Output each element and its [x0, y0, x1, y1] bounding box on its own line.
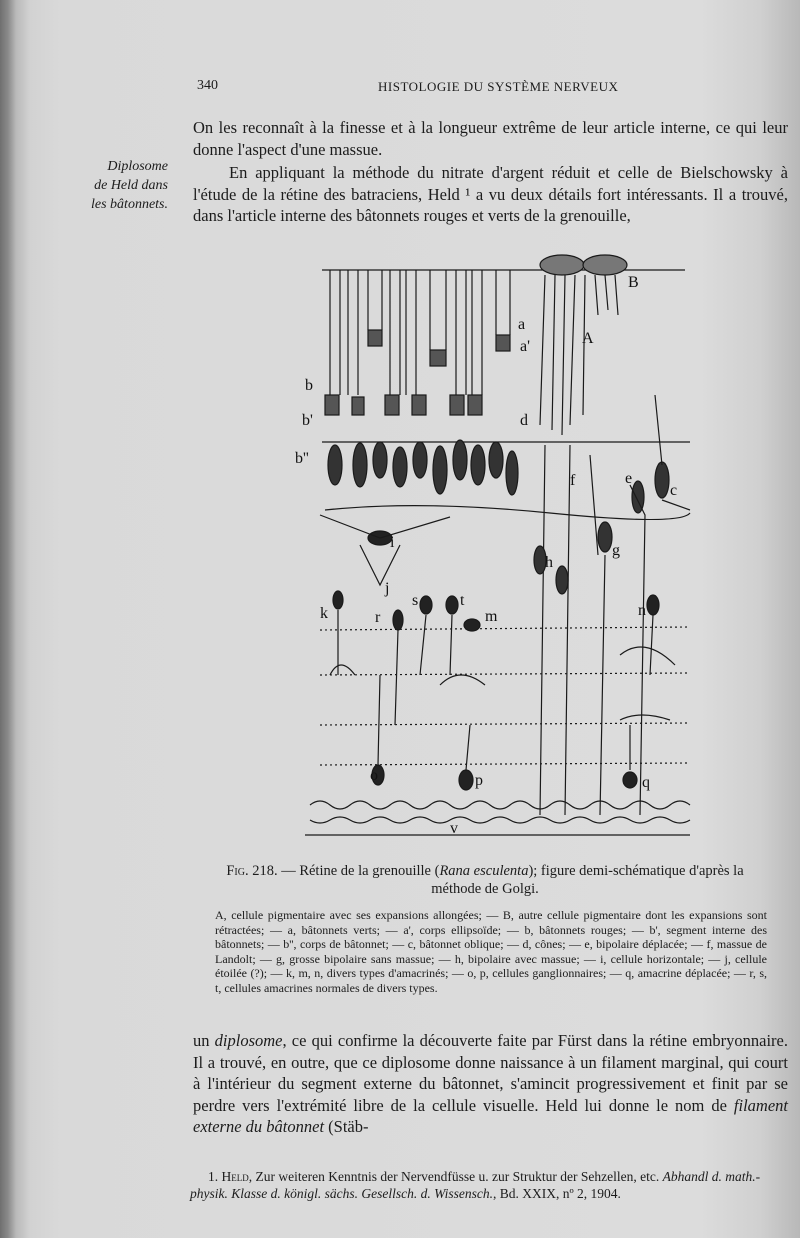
label-j: j — [385, 580, 390, 597]
figure-labels — [295, 274, 677, 837]
running-header: HISTOLOGIE DU SYSTÈME NERVEUX — [378, 79, 619, 94]
margin-note-line: les bâtonnets. — [91, 197, 168, 212]
label-o: o — [370, 767, 378, 784]
retina-figure — [295, 255, 720, 845]
label-g: g — [612, 542, 620, 559]
label-n: n — [638, 602, 646, 619]
label-c: c — [670, 482, 678, 499]
footnote-number: 1. — [208, 1169, 222, 1184]
rods — [330, 270, 510, 395]
figure-number: Fig. 218. — [226, 863, 278, 879]
label-t: t — [460, 592, 465, 609]
label-B: B — [628, 274, 639, 291]
footnote-text: , Bd. XXIX, nº 2, 1904. — [492, 1186, 621, 1201]
italic-term: filament externe du bâtonnet — [193, 1095, 788, 1136]
italic-term: diplosome — [214, 1031, 283, 1050]
label-a-prime: a' — [520, 338, 530, 355]
paragraph-text: un — [193, 1031, 215, 1050]
figure-legend: A, cellule pigmentaire avec ses expansions allongées; — B, autre cellule pigmentaire dont les expansions sont rétractées; — a, bâtonnets verts; — a', corps ellipsoïde; — b, bâtonnets rouges; — b', segment interne des bâtonnets; — b'', corps de bâtonnet; — c, bâtonnet oblique; — d, cônes; — e, bipolaire déplacée; — f, massue de Landolt; — g, grosse bipolaire sans massue; — h, bipolaire avec massue; — i, cellule horizontale; — j, cellule étoilée (?); — k, m, n, divers types d'amacrinés; — o, p, cellules ganglionnaires; — q, amacrine déplacée; — r, s, t, cellules amacrines normales de divers types. — [215, 908, 767, 995]
label-s: s — [412, 592, 419, 609]
footnote-author: Held — [221, 1169, 249, 1184]
paragraph-3 — [193, 1030, 788, 1138]
label-q: q — [642, 774, 650, 791]
margin-note-line: Diplosome — [107, 159, 168, 174]
label-m: m — [485, 608, 498, 625]
margin-note — [40, 157, 168, 214]
label-i: i — [390, 534, 395, 551]
label-b: b — [305, 377, 313, 394]
margin-note-line: de Held dans — [94, 178, 168, 193]
footnote — [190, 1168, 790, 1202]
paragraph-2: En appliquant la méthode du nitrate d'argent réduit et celle de Bielschowsky à l'étude de la rétine des batraciens, Held ¹ a vu deux détails fort intéressants. Il a trouvé, dans l'article interne des bâtonnets rouges et verts de la grenouille, — [193, 163, 788, 225]
label-p: p — [475, 772, 483, 789]
label-b-prime: b' — [302, 412, 313, 429]
label-h: h — [545, 554, 553, 571]
label-d: d — [520, 412, 528, 429]
label-k: k — [320, 605, 328, 622]
label-v: v — [450, 820, 458, 837]
page-number: 340 — [197, 78, 218, 93]
caption-text: — Rétine de la grenouille ( — [277, 863, 440, 879]
paragraph-text: (Stäb- — [324, 1117, 369, 1136]
paragraph-text: , ce qui confirme la découverte faite par Fürst dans la rétine embryonnaire. Il a trouvé, en outre, que ce diplosome donne naissance à un filament marginal, qui court à l'intérieur du segment externe du bâtonnet, s'amincit progressivement et finit par se perdre vers l'extrémité libre de la cellule visuelle. Held lui donne le nom de — [193, 1031, 788, 1115]
label-A: A — [582, 330, 594, 347]
label-r: r — [375, 609, 381, 626]
footnote-journal: Abhandl d. math.-physik. Klasse d. königl. sächs. Gesellsch. d. Wissensch. — [190, 1169, 761, 1201]
footnote-text: , Zur weiteren Kenntnis der Nervendfüsse u. zur Struktur der Sehzellen, etc. — [248, 1169, 663, 1184]
figure-caption-title — [205, 862, 765, 898]
caption-species: Rana esculenta — [439, 863, 529, 879]
label-b-double-prime: b'' — [295, 450, 309, 467]
figure-drawing — [305, 255, 690, 835]
cell-bodies — [328, 440, 518, 495]
caption-text: ); figure demi-schématique d'après la méthode de Golgi. — [431, 863, 744, 897]
paragraph-1: On les reconnaît à la finesse et à la longueur extrême de leur article interne, ce qui leur donne l'aspect d'une massue. — [193, 118, 788, 159]
label-a: a — [518, 316, 526, 333]
label-f: f — [570, 472, 576, 489]
label-e: e — [625, 470, 633, 487]
